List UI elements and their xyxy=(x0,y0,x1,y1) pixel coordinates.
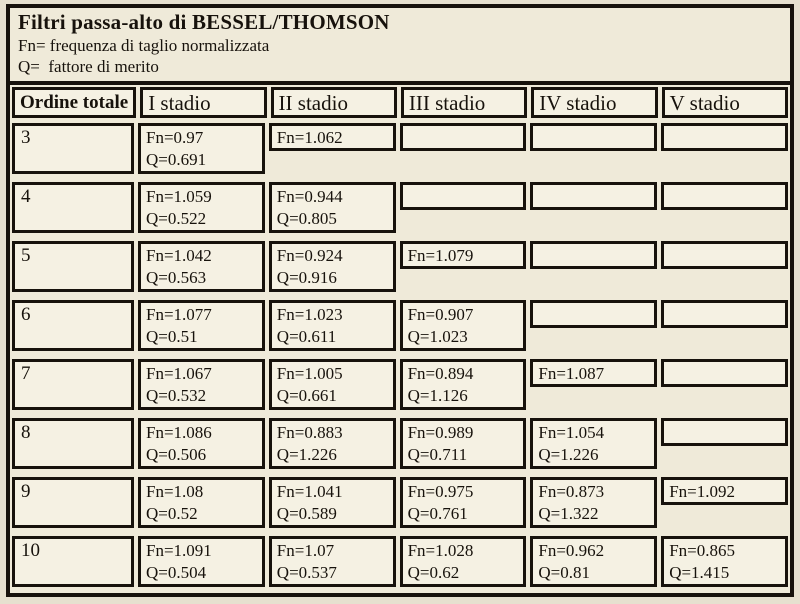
order-box xyxy=(12,359,134,410)
stage-cell xyxy=(267,180,398,239)
stage-box xyxy=(661,123,788,151)
order-value: 5 xyxy=(21,245,31,266)
table-frame xyxy=(6,4,794,597)
stage-box xyxy=(530,182,657,210)
order-value: 10 xyxy=(21,540,40,561)
stage-cell xyxy=(398,416,529,475)
fn-value: Fn=1.077 xyxy=(146,305,212,324)
q-value: Q=0.532 xyxy=(146,386,207,405)
stage-box xyxy=(138,477,265,528)
stage-cell xyxy=(398,534,529,593)
stage-box xyxy=(269,477,396,528)
order-value: 7 xyxy=(21,363,31,384)
stage-box xyxy=(138,418,265,469)
table-row xyxy=(10,416,790,475)
order-cell xyxy=(10,416,136,475)
stage-cell xyxy=(136,534,267,593)
page-title: Filtri passa-alto di BESSEL/THOMSON xyxy=(18,10,390,34)
fn-value: Fn=0.989 xyxy=(407,423,474,442)
stage-box xyxy=(530,241,657,269)
stage-cell xyxy=(136,121,267,180)
legend-q: Q= fattore di merito xyxy=(18,57,159,76)
table-row xyxy=(10,180,790,239)
stage-box xyxy=(138,359,265,410)
order-box xyxy=(12,418,134,469)
stage-cell xyxy=(136,416,267,475)
stage-cell xyxy=(659,357,790,416)
stage-box xyxy=(661,241,788,269)
fn-value: Fn=1.079 xyxy=(407,246,474,265)
q-value: Q=1.226 xyxy=(538,445,599,464)
stage-cell xyxy=(136,180,267,239)
stage-cell xyxy=(659,475,790,534)
fn-value: Fn=1.091 xyxy=(146,541,212,560)
header-cell-stadio-3 xyxy=(399,85,529,121)
stage-cell xyxy=(398,180,529,239)
stage-box xyxy=(269,536,396,587)
fn-value: Fn=0.924 xyxy=(276,246,343,265)
stage-box xyxy=(530,418,657,469)
q-value: Q=0.805 xyxy=(276,209,337,228)
header-cell-stadio-1 xyxy=(138,85,268,121)
q-value: Q=0.506 xyxy=(146,445,207,464)
stage-cell xyxy=(659,239,790,298)
fn-value: Fn=1.005 xyxy=(276,364,343,383)
header-cell-stadio-2 xyxy=(269,85,399,121)
q-value: Q=1.226 xyxy=(276,445,337,464)
fn-value: Fn=1.023 xyxy=(276,305,343,324)
fn-value: Fn=0.962 xyxy=(538,541,605,560)
stage-box xyxy=(530,477,657,528)
stage-box xyxy=(661,418,788,446)
q-value: Q=0.563 xyxy=(146,268,207,287)
fn-value: Fn=1.062 xyxy=(276,128,343,147)
fn-value: Fn=0.883 xyxy=(276,423,343,442)
order-cell xyxy=(10,239,136,298)
table-body xyxy=(10,121,790,593)
stage-cell xyxy=(398,121,529,180)
stage-cell xyxy=(398,357,529,416)
stage-cell xyxy=(136,239,267,298)
stage-cell xyxy=(398,475,529,534)
fn-value: Fn=1.092 xyxy=(669,482,735,501)
stage-box xyxy=(269,300,396,351)
fn-value: Fn=1.042 xyxy=(146,246,212,265)
q-value: Q=0.711 xyxy=(407,445,468,464)
fn-value: Fn=1.054 xyxy=(538,423,605,442)
q-value: Q=1.126 xyxy=(407,386,468,405)
stage-box xyxy=(661,300,788,328)
q-value: Q=0.661 xyxy=(276,386,337,405)
stage-cell xyxy=(267,121,398,180)
stage-box xyxy=(400,536,527,587)
q-value: Q=0.62 xyxy=(407,563,460,582)
stage-cell xyxy=(136,475,267,534)
order-box xyxy=(12,477,134,528)
stage-cell xyxy=(528,121,659,180)
stage-box xyxy=(400,241,527,269)
stage-cell xyxy=(267,298,398,357)
fn-value: Fn=1.087 xyxy=(538,364,605,383)
stage-cell xyxy=(528,357,659,416)
column-header-label: I stadio xyxy=(140,87,266,118)
order-cell xyxy=(10,180,136,239)
stage-box xyxy=(138,123,265,174)
column-header-row xyxy=(10,85,790,121)
fn-value: Fn=0.865 xyxy=(669,541,735,560)
stage-cell xyxy=(659,298,790,357)
q-value: Q=1.322 xyxy=(538,504,599,523)
column-header-label: V stadio xyxy=(662,87,788,118)
stage-box xyxy=(400,359,527,410)
stage-cell xyxy=(659,534,790,593)
table-row xyxy=(10,475,790,534)
fn-value: Fn=1.059 xyxy=(146,187,212,206)
order-cell xyxy=(10,357,136,416)
order-cell xyxy=(10,534,136,593)
q-value: Q=0.504 xyxy=(146,563,207,582)
stage-cell xyxy=(267,416,398,475)
fn-value: Fn=0.97 xyxy=(146,128,204,147)
title-block xyxy=(10,8,790,85)
stage-cell xyxy=(267,239,398,298)
stage-box xyxy=(138,536,265,587)
order-box xyxy=(12,123,134,174)
stage-cell xyxy=(398,239,529,298)
fn-value: Fn=0.944 xyxy=(276,187,343,206)
q-value: Q=0.761 xyxy=(407,504,468,523)
column-header-label: Ordine totale xyxy=(12,87,136,118)
stage-box xyxy=(269,123,396,151)
stage-box xyxy=(400,123,527,151)
q-value: Q=1.023 xyxy=(407,327,468,346)
stage-box xyxy=(661,359,788,387)
header-cell-ordine xyxy=(10,85,138,121)
stage-cell xyxy=(136,298,267,357)
stage-box xyxy=(400,477,527,528)
q-value: Q=0.51 xyxy=(146,327,198,346)
stage-box xyxy=(269,241,396,292)
stage-cell xyxy=(528,475,659,534)
stage-box xyxy=(530,123,657,151)
stage-cell xyxy=(528,239,659,298)
order-cell xyxy=(10,121,136,180)
stage-box xyxy=(530,536,657,587)
table-row xyxy=(10,121,790,180)
header-cell-stadio-4 xyxy=(529,85,659,121)
column-header-label: III stadio xyxy=(401,87,527,118)
fn-value: Fn=1.086 xyxy=(146,423,212,442)
stage-cell xyxy=(528,180,659,239)
stage-box xyxy=(138,300,265,351)
column-header-label: II stadio xyxy=(271,87,397,118)
stage-box xyxy=(269,182,396,233)
stage-box xyxy=(400,182,527,210)
header-cell-stadio-5 xyxy=(660,85,790,121)
stage-box xyxy=(661,182,788,210)
stage-cell xyxy=(528,416,659,475)
stage-box xyxy=(400,418,527,469)
stage-cell xyxy=(267,475,398,534)
order-value: 4 xyxy=(21,186,31,207)
fn-value: Fn=1.028 xyxy=(407,541,474,560)
stage-box xyxy=(530,300,657,328)
stage-box xyxy=(661,536,788,587)
fn-value: Fn=1.067 xyxy=(146,364,212,383)
fn-value: Fn=0.975 xyxy=(407,482,474,501)
fn-value: Fn=1.08 xyxy=(146,482,204,501)
table-row xyxy=(10,239,790,298)
stage-cell xyxy=(528,298,659,357)
fn-value: Fn=0.873 xyxy=(538,482,605,501)
fn-value: Fn=1.07 xyxy=(276,541,335,560)
order-box xyxy=(12,300,134,351)
order-cell xyxy=(10,475,136,534)
stage-box xyxy=(138,241,265,292)
stage-cell xyxy=(528,534,659,593)
stage-cell xyxy=(267,534,398,593)
q-value: Q=0.691 xyxy=(146,150,207,169)
q-value: Q=0.537 xyxy=(276,563,337,582)
stage-box xyxy=(269,359,396,410)
fn-value: Fn=0.894 xyxy=(407,364,474,383)
order-box xyxy=(12,182,134,233)
stage-cell xyxy=(136,357,267,416)
stage-cell xyxy=(398,298,529,357)
order-value: 6 xyxy=(21,304,31,325)
table-row xyxy=(10,534,790,593)
stage-cell xyxy=(267,357,398,416)
stage-box xyxy=(661,477,788,505)
q-value: Q=0.589 xyxy=(276,504,337,523)
stage-box xyxy=(138,182,265,233)
q-value: Q=0.522 xyxy=(146,209,207,228)
order-value: 9 xyxy=(21,481,31,502)
table-row xyxy=(10,357,790,416)
order-value: 8 xyxy=(21,422,31,443)
stage-cell xyxy=(659,416,790,475)
stage-cell xyxy=(659,180,790,239)
fn-value: Fn=1.041 xyxy=(276,482,343,501)
column-header-label: IV stadio xyxy=(531,87,657,118)
stage-cell xyxy=(659,121,790,180)
order-box xyxy=(12,241,134,292)
fn-value: Fn=0.907 xyxy=(407,305,474,324)
q-value: Q=0.52 xyxy=(146,504,198,523)
stage-box xyxy=(400,300,527,351)
table-row xyxy=(10,298,790,357)
q-value: Q=0.916 xyxy=(276,268,337,287)
q-value: Q=1.415 xyxy=(669,563,730,582)
order-cell xyxy=(10,298,136,357)
order-box xyxy=(12,536,134,587)
q-value: Q=0.81 xyxy=(538,563,591,582)
order-value: 3 xyxy=(21,127,31,148)
q-value: Q=0.611 xyxy=(276,327,337,346)
stage-box xyxy=(269,418,396,469)
legend-fn: Fn= frequenza di taglio normalizzata xyxy=(18,36,270,55)
stage-box xyxy=(530,359,657,387)
